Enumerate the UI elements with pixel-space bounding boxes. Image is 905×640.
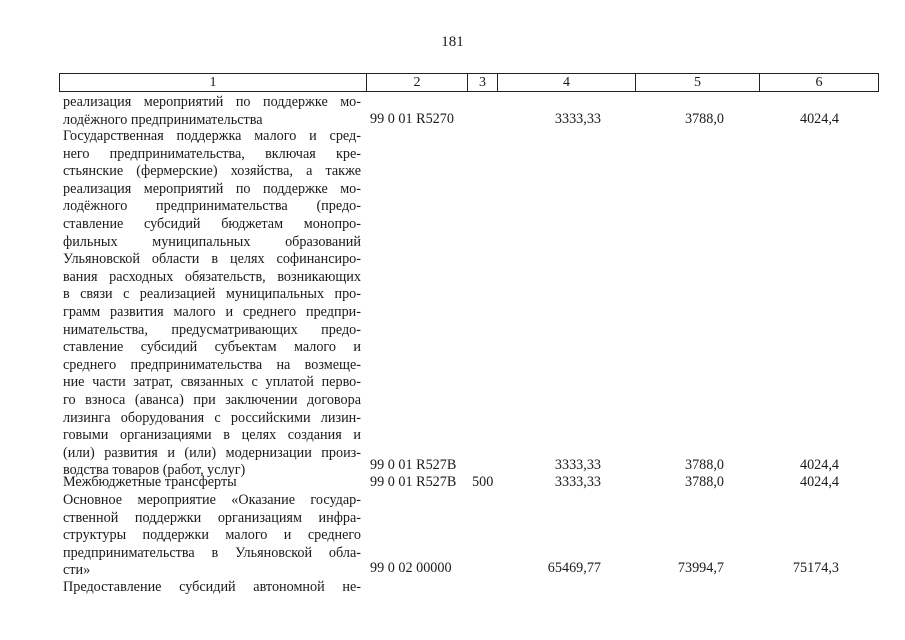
row-2-col4: 3333,33 [554,474,601,490]
row-1-line-7: Ульяновской области в целях софинансиро- [63,251,361,268]
row-1-line-12: ставление субсидий субъектам малого и [63,339,361,356]
row-0-code: 99 0 01 R5270 [370,111,454,127]
row-1-line-4: лодёжного предпринимательства (предо- [63,198,361,215]
row-1-line-9: в связи с реализацией муниципальных про- [63,286,361,303]
row-1-line-6: фильных муниципальных образований [63,233,361,250]
row-4-line-0: Предоставление субсидий автономной не- [63,579,361,595]
row-3-col6: 75174,3 [792,560,839,576]
row-3-col4: 65469,77 [547,560,601,576]
row-3-line-2: структуры поддержки малого и среднего [63,527,361,544]
table-header [59,73,879,92]
row-1-line-1: него предпринимательства, включая кре- [63,145,361,162]
row-2-line-0: Межбюджетные трансферты [63,474,237,490]
row-1-col4: 3333,33 [554,457,601,473]
row-1-line-19: водства товаров (работ, услуг) [63,462,246,479]
header-col-2: 2 [367,74,468,92]
row-3-line-3: предпринимательства в Ульяновской обла- [63,544,361,561]
row-1-line-2: стьянские (фермерские) хозяйства, а также [63,163,361,180]
row-3-line-0: Основное мероприятие «Оказание государ- [63,492,361,508]
row-1-line-15: го взноса (аванса) при заключении договора [63,392,361,408]
row-2-col5: 3788,0 [684,474,724,490]
row-0-col5: 3788,0 [684,111,724,127]
row-2-col6: 4024,4 [799,474,839,490]
row-1-col5: 3788,0 [684,457,724,473]
row-1-line-8: вания расходных обязательств, возникающих [63,268,361,285]
row-0-col6: 4024,4 [799,111,839,127]
row-1-line-17: говыми организациями в целях создания и [63,427,361,444]
row-3-col5: 73994,7 [677,560,724,576]
page-number: 181 [441,34,464,50]
header-col-6: 6 [760,74,879,92]
row-1-line-0: Государственная поддержка малого и сред- [63,128,361,144]
row-1-line-14: ние части затрат, связанных с уплатой перво- [63,374,361,391]
row-1-line-13: среднего предпринимательства на возмеще- [63,356,361,373]
header-col-1: 1 [60,74,367,92]
row-2-kind: 500 [472,474,494,490]
row-3-code: 99 0 02 00000 [370,560,452,576]
row-3-line-4: сти» [63,562,91,579]
row-1-col6: 4024,4 [799,457,839,473]
row-1-line-3: реализация мероприятий по поддержке мо- [63,180,361,197]
row-0-col4: 3333,33 [554,111,601,127]
row-1-line-11: нимательства, предусматривающих предо- [63,321,361,338]
row-1-line-5: ставление субсидий бюджетам монопро- [63,216,361,232]
header-col-5: 5 [636,74,760,92]
row-1-line-16: лизинга оборудования с российскими лизин- [63,409,361,426]
row-2-code: 99 0 01 R527B [370,474,457,490]
row-0-line-1: лодёжного предпринимательства [63,111,263,128]
row-1-line-18: (или) развития и (или) модернизации произ- [63,444,361,461]
row-1-line-10: грамм развития малого и среднего предпри- [63,304,361,320]
header-col-3: 3 [468,74,498,92]
row-3-line-1: ственной поддержки организациям инфра- [63,509,361,526]
row-0-line-0: реализация мероприятий по поддержке мо- [63,94,361,110]
header-col-4: 4 [498,74,636,92]
row-1-code: 99 0 01 R527B [370,457,457,473]
